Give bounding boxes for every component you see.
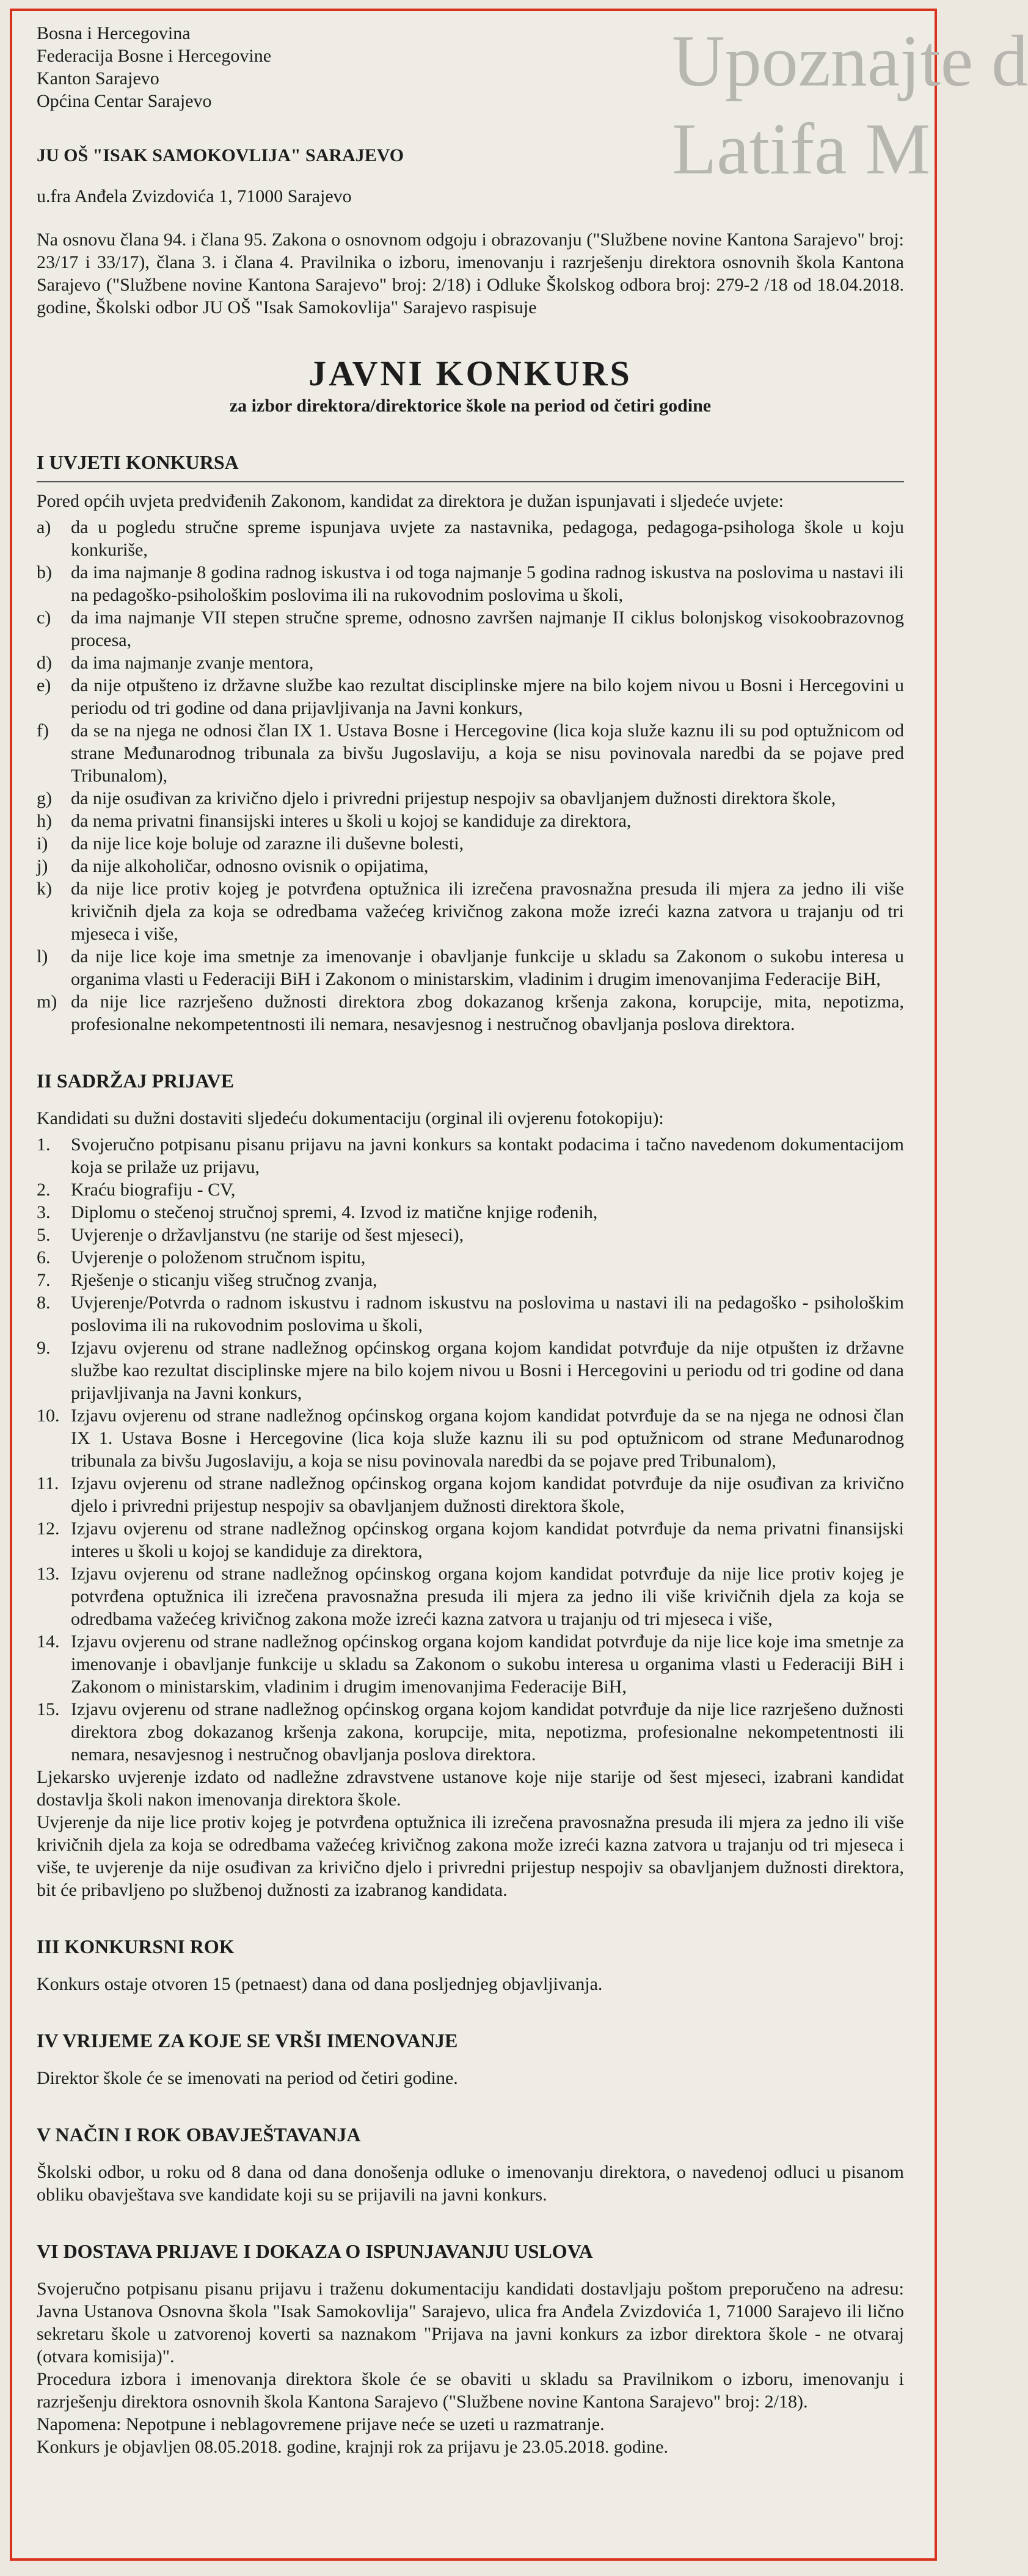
section1-lead: Pored općih uvjeta predviđenih Zakonom, kandidat za direktora je dužan ispunjavati i sljedeće uvjete: [37, 491, 784, 511]
list-item-text: Izjavu ovjerenu od strane nadležnog općinskog organa kojom kandidat potvrđuje da nije lice protiv kojeg je potvrđena optužnica ili izrečena pravosnažna presuda ili mjera za jedno ili više krivičnih djela za koja se odredbama važećeg krivičnog zakona može izreći kazna zatvora u trajanju od tri mjeseca i više, [71, 1564, 904, 1629]
document-item [37, 1517, 904, 1562]
list-marker: 7. [37, 1270, 51, 1290]
condition-item [37, 832, 904, 855]
section4-text: Direktor škole će se imenovati na period od četiri godine. [37, 2068, 458, 2088]
section-heading-2: II SADRŽAJ PRIJAVE [37, 1070, 235, 1092]
section-heading-4: IV VRIJEME ZA KOJE SE VRŠI IMENOVANJE [37, 2030, 458, 2052]
section-heading-1: I UVJETI KONKURSA [37, 451, 239, 473]
document-item [37, 1269, 904, 1291]
list-item-text: Kraću biografiju - CV, [71, 1180, 236, 1200]
list-marker: c) [37, 608, 51, 628]
conditions-list [37, 516, 904, 1036]
section5-text: Školski odbor, u roku od 8 dana od dana donošenja odluke o imenovanju direktora, o navedenoj odluci u pisanom obliku obavještava sve kandidate koji su se prijavili na javni konkurs. [37, 2162, 904, 2205]
document-item [37, 1472, 904, 1517]
condition-item [37, 674, 904, 719]
list-item-text: Izjavu ovjerenu od strane nadležnog općinskog organa kojom kandidat potvrđuje da nije lice koje ima smetnje za imenovanje i obavljanje funkcije u skladu sa Zakonom o sukobu interesa u organima vlasti u Federaciji BiH i Zakonom o ministarskim, vladinim i drugim imenovanjima Federacije BiH, [71, 1631, 904, 1697]
list-item-text: da se na njega ne odnosi član IX 1. Ustava Bosne i Hercegovine (lica koja služe kaznu ili su pod optužnicom od strane Međunarodnog tribunala za bivšu Jugoslaviju, a koja se nisu povinovala naredbi da se pojave pred Tribunalom), [71, 720, 904, 786]
documents-list [37, 1133, 904, 1766]
document-item [37, 1698, 904, 1766]
list-item-text: da nije lice protiv kojeg je potvrđena optužnica ili izrečena pravosnažna presuda ili mjera za jedno ili više krivičnih djela za koja se odredbama važećeg krivičnog zakona može izreći kazna zatvora u trajanju od tri mjeseca i više, [71, 879, 904, 944]
list-marker: e) [37, 675, 51, 695]
list-marker: 15. [37, 1699, 60, 1719]
section-heading-5: V NAČIN I ROK OBAVJEŠTAVANJA [37, 2124, 361, 2146]
condition-item [37, 855, 904, 877]
list-item-text: Svojeručno potpisanu pisanu prijavu na javni konkurs sa kontakt podacima i tačno navedenom dokumentacijom koja se prilaže uz prijavu, [71, 1134, 904, 1177]
list-item-text: Izjavu ovjerenu od strane nadležnog općinskog organa kojom kandidat potvrđuje da nije osuđivan za krivično djelo i privredni prijestup nespojiv sa obavljanjem dužnosti direktora škole, [71, 1473, 904, 1516]
section2-note-1: Ljekarsko uvjerenje izdato od nadležne zdravstvene ustanove koje nije starije od šest mjeseci, izabrani kandidat dostavlja školi nakon imenovanja direktora škole. [37, 1767, 904, 1810]
list-marker: 6. [37, 1247, 51, 1268]
list-item-text: da ima najmanje 8 godina radnog iskustva i od toga najmanje 5 godina radnog iskustva na poslovima u nastavi ili na pedagoško-psihološkim poslovima ili na rukovodnim poslovima u školi, [71, 562, 904, 605]
document [37, 22, 904, 2458]
list-marker: 8. [37, 1293, 51, 1313]
list-item-text: da nije lice koje ima smetnje za imenovanje i obavljanje funkcije u skladu sa Zakonom o sukobu interesa u organima vlasti u Federaciji BiH i Zakonom o ministarskim, vladinim i drugim imenovanjima Federacije BiH, [71, 946, 904, 989]
list-marker: k) [37, 879, 52, 899]
list-marker: i) [37, 833, 48, 854]
header-block [37, 22, 904, 112]
header-line: Bosna i Hercegovina [37, 23, 191, 43]
condition-item [37, 810, 904, 832]
list-item-text: da nije lice razrješeno dužnosti direktora zbog dokazanog kršenja zakona, korupcije, mita, nepotizma, profesionalne nekompetentnosti ili nemara, nesavjesnog i nestručnog obavljanja poslova direktora. [71, 992, 904, 1034]
header-line: Kanton Sarajevo [37, 68, 159, 89]
list-marker: l) [37, 946, 48, 967]
list-item-text: da ima najmanje zvanje mentora, [71, 653, 314, 673]
section6-note: Napomena: Nepotpune i neblagovremene prijave neće se uzeti u razmatranje. [37, 2414, 605, 2434]
bleed-line-2: Latifa M [672, 108, 931, 189]
list-marker: 3. [37, 1202, 51, 1222]
list-marker: g) [37, 788, 52, 808]
list-item-text: Uvjerenje o državljanstvu (ne starije od šest mjeseci), [71, 1225, 464, 1245]
document-item [37, 1201, 904, 1224]
document-item [37, 1246, 904, 1269]
bleed-line-1: Upoznajte d [672, 20, 1028, 101]
list-marker: 12. [37, 1518, 60, 1539]
header-line: Federacija Bosne i Hercegovine [37, 46, 272, 66]
document-item [37, 1337, 904, 1404]
list-item-text: Izjavu ovjerenu od strane nadležnog općinskog organa kojom kandidat potvrđuje da nije otpušten iz državne službe kao rezultat disciplinske mjere na bilo kojem nivou u Bosni i Hercegovini u periodu od tri godine od dana prijavljivanja na Javni konkurs, [71, 1338, 904, 1403]
list-marker: 10. [37, 1406, 60, 1426]
document-item [37, 1133, 904, 1178]
condition-item [37, 945, 904, 990]
list-marker: f) [37, 720, 49, 741]
list-item-text: Uvjerenje o položenom stručnom ispitu, [71, 1247, 366, 1268]
list-item-text: Izjavu ovjerenu od strane nadležnog općinskog organa kojom kandidat potvrđuje da nije lice razrješeno dužnosti direktora zbog dokazanog kršenja zakona, korupcije, mita, nepotizma, profesionalne nekompetentnosti ili nemara, nesavjesnog i nestručnog obavljanja poslova direktora. [71, 1699, 904, 1765]
document-item [37, 1291, 904, 1337]
section-heading-6: VI DOSTAVA PRIJAVE I DOKAZA O ISPUNJAVANJU USLOVA [37, 2240, 593, 2262]
document-item [37, 1224, 904, 1246]
condition-item [37, 719, 904, 787]
list-marker: m) [37, 992, 57, 1012]
section6-publication: Konkurs je objavljen 08.05.2018. godine, krajnji rok za prijavu je 23.05.2018. godine. [37, 2437, 668, 2457]
list-item-text: da u pogledu stručne spreme ispunjava uvjete za nastavnika, pedagoga, pedagoga-psihologa škole u koju konkuriše, [71, 517, 904, 560]
list-item-text: da nije otpušteno iz državne službe kao rezultat disciplinske mjere na bilo kojem nivou u Bosni i Hercegovini u periodu od tri godine od dana prijavljivanja na Javni konkurs, [71, 675, 904, 718]
document-item [37, 1178, 904, 1201]
list-marker: 1. [37, 1134, 51, 1155]
condition-item [37, 877, 904, 945]
list-marker: 9. [37, 1338, 51, 1358]
list-item-text: Izjavu ovjerenu od strane nadležnog općinskog organa kojom kandidat potvrđuje da se na njega ne odnosi član IX 1. Ustava Bosne i Hercegovine (lica koja služe kaznu ili su pod optužnicom od strane Međunarodnog tribunala za bivšu Jugoslaviju, a koja se nisu povinovala naredbi da se pojave pred Tribunalom), [71, 1406, 904, 1471]
document-item [37, 1630, 904, 1698]
list-marker: 11. [37, 1473, 59, 1493]
header-line: Općina Centar Sarajevo [37, 91, 212, 111]
list-item-text: Izjavu ovjerenu od strane nadležnog općinskog organa kojom kandidat potvrđuje da nema privatni finansijski interes u školi u kojoj se kandiduje za direktora, [71, 1518, 904, 1561]
section3-text: Konkurs ostaje otvoren 15 (petnaest) dana od dana posljednjeg objavljivanja. [37, 1974, 603, 1994]
document-subtitle: za izbor direktora/direktorice škole na period od četiri godine [229, 396, 712, 416]
section6-paragraph-1: Svojeručno potpisanu pisanu prijavu i traženu dokumentaciju kandidati dostavljaju poštom preporučeno na adresu: Javna Ustanova Osnovna škola "Isak Samokovlija" Sarajevo, ulica fra Anđela Zvizdovića 1, 71000 Sarajevo ili lično sekretaru škole u zatvorenoj koverti sa naznakom "Prijava na javni konkurs za izbor direktora škole - ne otvaraj (otvara komisija)". [37, 2279, 904, 2367]
intro-paragraph: Na osnovu člana 94. i člana 95. Zakona o osnovnom odgoju i obrazovanju ("Službene novine Kantona Sarajevo" broj: 23/17 i 33/17), člana 3. i člana 4. Pravilnika o izboru, imenovanju i razrješenju direktora osnovnih škola Kantona Sarajevo ("Službene novine Kantona Sarajevo" broj: 2/18) i Odluke Školskog odbora broj: 279-2 /18 od 18.04.2018. godine, Školski odbor JU OŠ "Isak Samokovlija" Sarajevo raspisuje [37, 230, 904, 317]
list-marker: b) [37, 562, 52, 582]
list-marker: a) [37, 517, 51, 537]
document-item [37, 1404, 904, 1472]
section2-note-2: Uvjerenje da nije lice protiv kojeg je potvrđena optužnica ili izrečena pravosnažna presuda ili mjera za jedno ili više krivičnih djela za koja se odredbama važećeg krivičnog zakona može izreći kazna zatvora u trajanju od tri mjeseca i više, te uvjerenje da nije osuđivan za krivično djelo i privredni prijestup nespojiv sa obavljanjem dužnosti direktora, bit će pribavljeno po službenoj dužnosti za izabranog kandidata. [37, 1812, 904, 1900]
list-item-text: da nije alkoholičar, odnosno ovisnik o opijatima, [71, 856, 429, 876]
list-marker: 13. [37, 1564, 60, 1584]
condition-item [37, 516, 904, 561]
list-item-text: da nije osuđivan za krivično djelo i privredni prijestup nespojiv sa obavljanjem dužnosti direktora škole, [71, 788, 836, 808]
section2-lead: Kandidati su dužni dostaviti sljedeću dokumentaciju (orginal ili ovjerenu fotokopiju): [37, 1108, 664, 1128]
list-marker: h) [37, 811, 52, 831]
condition-item [37, 990, 904, 1036]
section-heading-3: III KONKURSNI ROK [37, 1936, 235, 1957]
condition-item [37, 651, 904, 674]
condition-item [37, 606, 904, 651]
list-item-text: Diplomu o stečenoj stručnoj spremi, 4. Izvod iz matične knjige rođenih, [71, 1202, 598, 1222]
list-item-text: Rješenje o sticanju višeg stručnog zvanja, [71, 1270, 377, 1290]
condition-item [37, 787, 904, 810]
school-name: JU OŠ "ISAK SAMOKOVLIJA" SARAJEVO [37, 145, 404, 165]
list-item-text: da nema privatni finansijski interes u školi u kojoj se kandiduje za direktora, [71, 811, 632, 831]
list-marker: 14. [37, 1631, 60, 1652]
document-title: JAVNI KONKURS [308, 354, 632, 393]
list-marker: d) [37, 653, 52, 673]
list-marker: j) [37, 856, 48, 876]
section6-paragraph-2: Procedura izbora i imenovanja direktora škole će se obaviti u skladu sa Pravilnikom o izboru, imenovanju i razrješenju direktora osnovnih škola Kantona Sarajevo ("Službene novine Kantona Sarajevo" broj: 2/18). [37, 2369, 904, 2412]
list-item-text: da ima najmanje VII stepen stručne spreme, odnosno završen najmanje II ciklus bolonjskog visokoobrazovnog procesa, [71, 608, 904, 650]
list-marker: 5. [37, 1225, 51, 1245]
divider [37, 481, 904, 482]
list-marker: 2. [37, 1180, 51, 1200]
school-address: u.fra Anđela Zvizdovića 1, 71000 Sarajevo [37, 186, 352, 206]
document-item [37, 1562, 904, 1630]
list-item-text: da nije lice koje boluje od zarazne ili duševne bolesti, [71, 833, 464, 854]
condition-item [37, 561, 904, 606]
list-item-text: Uvjerenje/Potvrda o radnom iskustvu i radnom iskustvu na poslovima u nastavi ili na pedagoško - psihološkim poslovima ili na rukovodnim poslovima u školi, [71, 1293, 904, 1335]
